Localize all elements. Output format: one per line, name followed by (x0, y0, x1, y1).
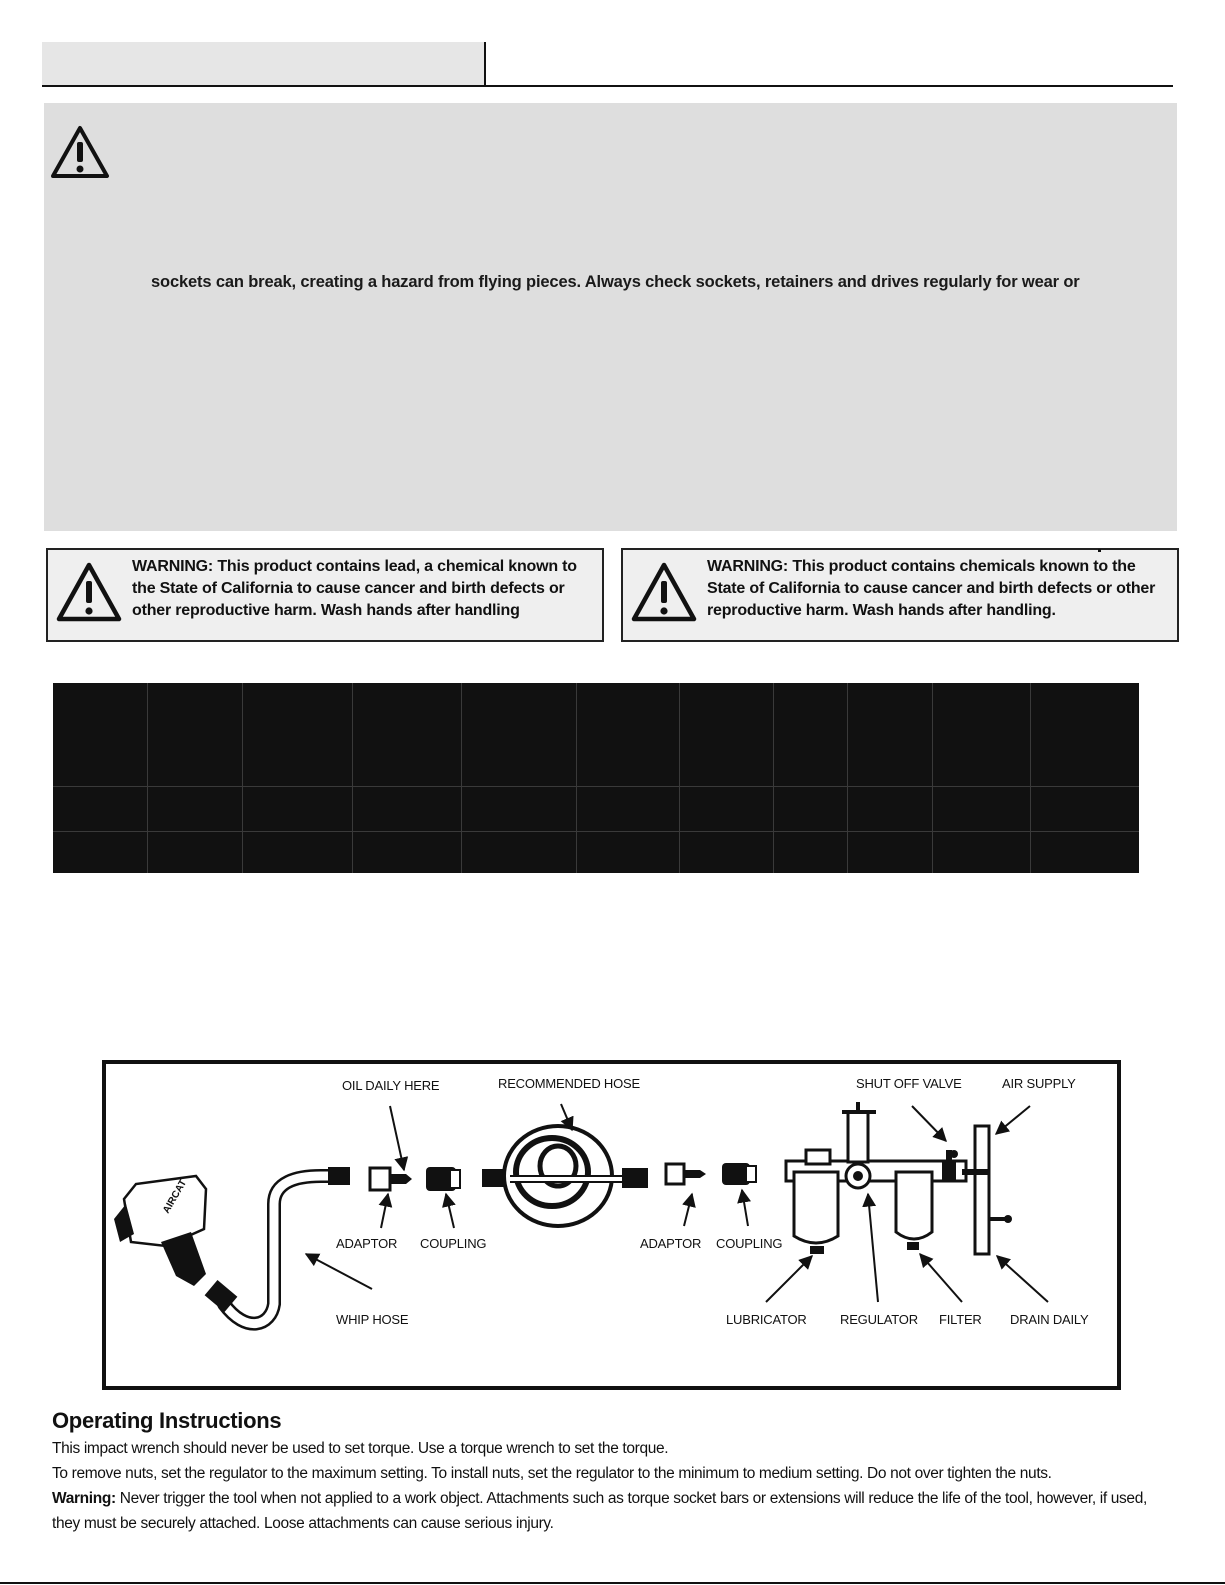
table-column-divider (242, 683, 243, 873)
prop65-wash: Wash hands after handling. (852, 602, 1056, 619)
label-adaptor: ADAPTOR (640, 1236, 702, 1251)
prop65-warning-lead (46, 548, 604, 642)
prop65-wash: Wash hands after handling (320, 602, 520, 619)
warning-triangle-icon (50, 124, 110, 180)
filter-icon (896, 1172, 932, 1239)
impact-wrench-icon (114, 1176, 206, 1286)
air-supply-pipe-icon (975, 1126, 989, 1254)
table-column-divider (932, 683, 933, 873)
table-column-divider (352, 683, 353, 873)
table-column-divider (679, 683, 680, 873)
prop65-body: This product contains chemicals known to the State of California to cause cancer and birth defects or other reproductive harm. (707, 558, 1156, 619)
warning-triangle-icon (56, 561, 122, 623)
label-drain-daily: DRAIN DAILY (1010, 1312, 1089, 1327)
label-filter: FILTER (939, 1312, 982, 1327)
prop65-text (707, 556, 1171, 622)
table-column-divider (461, 683, 462, 873)
label-coupling: COUPLING (716, 1236, 783, 1251)
lubricator-icon (794, 1172, 838, 1243)
header-rule (42, 85, 1173, 87)
warning-word: WARNING: (132, 558, 214, 575)
shut-off-valve-icon (942, 1162, 956, 1180)
label-lubricator: LUBRICATOR (726, 1312, 807, 1327)
label-oil-daily-here: OIL DAILY HERE (342, 1078, 440, 1093)
prop65-body: This product contains lead, a chemical known to the State of California to cause cancer and birth defects or other reproductive harm. (132, 558, 577, 619)
whip-hose-fitting (328, 1167, 350, 1185)
label-regulator: REGULATOR (840, 1312, 918, 1327)
table-column-divider (147, 683, 148, 873)
warning-word: WARNING: (707, 558, 789, 575)
stray-dot (1098, 549, 1101, 552)
table-column-divider (847, 683, 848, 873)
warning-label: Warning: (52, 1490, 116, 1507)
label-adaptor: ADAPTOR (336, 1236, 398, 1251)
safety-warning-panel (44, 103, 1177, 531)
specifications-table (53, 683, 1139, 873)
operating-instructions-heading: Operating Instructions (52, 1408, 282, 1433)
regulator-icon (848, 1112, 868, 1162)
air-system-drawing (106, 1064, 1117, 1386)
table-row-divider (53, 786, 1139, 787)
air-system-diagram (102, 1060, 1121, 1390)
operating-paragraph: To remove nuts, set the regulator to the maximum setting. To install nuts, set the regulator to the minimum to medium setting. Do not over tighten the nuts. (52, 1465, 1052, 1482)
label-recommended-hose: RECOMMENDED HOSE (498, 1076, 640, 1091)
tool-brand: AIRCAT (161, 1177, 190, 1216)
operating-paragraph: This impact wrench should never be used to set torque. Use a torque wrench to set the torque. (52, 1440, 669, 1457)
footer-rule (0, 1582, 1225, 1584)
operating-warning-paragraph (52, 1486, 1172, 1536)
warning-text: Never trigger the tool when not applied to a work object. Attachments such as torque socket bars or extensions will reduce the life of the tool, however, if used, they must be securely attached. Loose attachments can cause serious injury. (52, 1490, 1147, 1532)
prop65-text (132, 556, 596, 622)
leader-lines (306, 1104, 1048, 1302)
table-column-divider (1030, 683, 1031, 873)
warning-triangle-icon (631, 561, 697, 623)
adaptor-icon (370, 1168, 390, 1190)
table-column-divider (773, 683, 774, 873)
header-tab (42, 42, 486, 86)
label-shut-off-valve: SHUT OFF VALVE (856, 1076, 962, 1091)
table-row-divider (53, 831, 1139, 832)
table-column-divider (576, 683, 577, 873)
label-coupling: COUPLING (420, 1236, 487, 1251)
label-air-supply: AIR SUPPLY (1002, 1076, 1076, 1091)
warning-text-line: sockets can break, creating a hazard from flying pieces. Always check sockets, retainers and drives regularly for wear or (151, 273, 1080, 291)
prop65-warning-chemicals (621, 548, 1179, 642)
frl-unit-icon (786, 1102, 966, 1254)
label-whip-hose: WHIP HOSE (336, 1312, 409, 1327)
adaptor-icon (666, 1164, 684, 1184)
